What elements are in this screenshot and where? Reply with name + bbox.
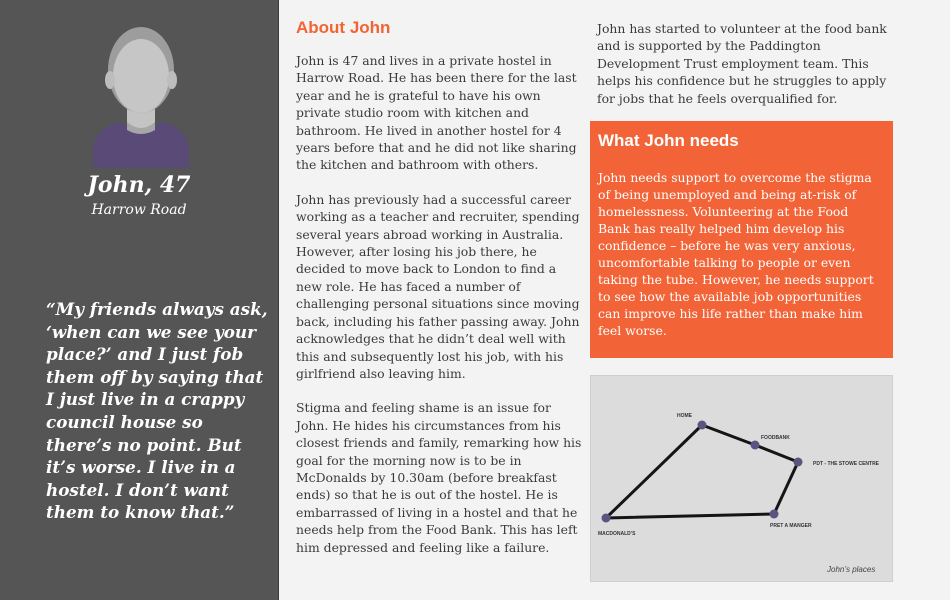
volunteer-paragraph: John has started to volunteer at the food bank and is supported by the Paddington Development Trust employment team. This helps his confidence but he struggles to apply for jobs that he feels overqualified for. xyxy=(597,21,887,106)
about-paragraph-1: John is 47 and lives in a private hostel in Harrow Road. He has been there for the last year and he is grateful to have his own private studio room with kitchen and bathroom. He lived in another hostel for 4 years before that and he did not like sharing the kitchen and bathroom with others. xyxy=(296,53,577,173)
places-map xyxy=(590,375,893,582)
place-marker-home xyxy=(698,421,707,430)
profile-quote: “My friends always ask, ‘when can we see your place?’ and I just fob them off by saying that I just live in a crappy council house so there’s no point. But it’s worse. I live in a hostel. I don’t want them to know that.” xyxy=(46,299,268,523)
about-paragraph-2: John has previously had a successful career working as a teacher and recruiter, spending several years abroad working in Australia. However, after losing his job there, he decided to move back to London to find a new role. He has faced a number of challenging personal situations since moving back, including his father passing away. John acknowledges that he didn’t deal well with this and subsequently lost his job, with his girlfriend also leaving him. xyxy=(296,191,580,381)
place-marker-foodbank xyxy=(751,441,760,450)
place-label-pdt: PDT - THE STOWE CENTRE xyxy=(813,461,880,467)
profile-sidebar xyxy=(0,0,279,600)
avatar-icon xyxy=(93,22,189,168)
about-paragraph-3: Stigma and feeling shame is an issue for John. He hides his circumstances from his closest friends and family, remarking how his goal for the morning now is to be in McDonalds by 10.30am (before breakfast ends) so that he is out of the hostel. He is embarrassed of living in a hostel and that he needs help from the Food Bank. This has left him depressed and feeling like a failure. xyxy=(296,400,582,555)
needs-panel xyxy=(590,121,893,358)
person-location: Harrow Road xyxy=(91,202,187,218)
about-section xyxy=(296,18,584,573)
needs-title: What John needs xyxy=(598,131,739,150)
place-label-foodbank: FOODBANK xyxy=(761,435,790,441)
places-map-diagram xyxy=(591,376,892,581)
place-marker-macdonalds xyxy=(602,514,611,523)
place-label-pret: PRET A MANGER xyxy=(770,523,812,529)
place-marker-pret xyxy=(770,510,779,519)
about-title: About John xyxy=(296,18,391,37)
about-continued xyxy=(597,20,897,107)
needs-text: John needs support to overcome the stigma of being unemployed and being at-risk of homelessness. Volunteering at the Food Bank has really helped him develop his confidence – before he was very anxious, uncomfortable talking to people or even taking the tube. However, he needs support to see how the available job opportunities can improve his life rather than make him feel worse. xyxy=(598,170,874,338)
map-caption: John’s places xyxy=(827,565,876,574)
place-label-macdonalds: MACDONALD’S xyxy=(598,531,636,537)
place-label-home: HOME xyxy=(677,413,692,419)
place-marker-pdt xyxy=(794,458,803,467)
person-name: John, 47 xyxy=(87,172,191,198)
